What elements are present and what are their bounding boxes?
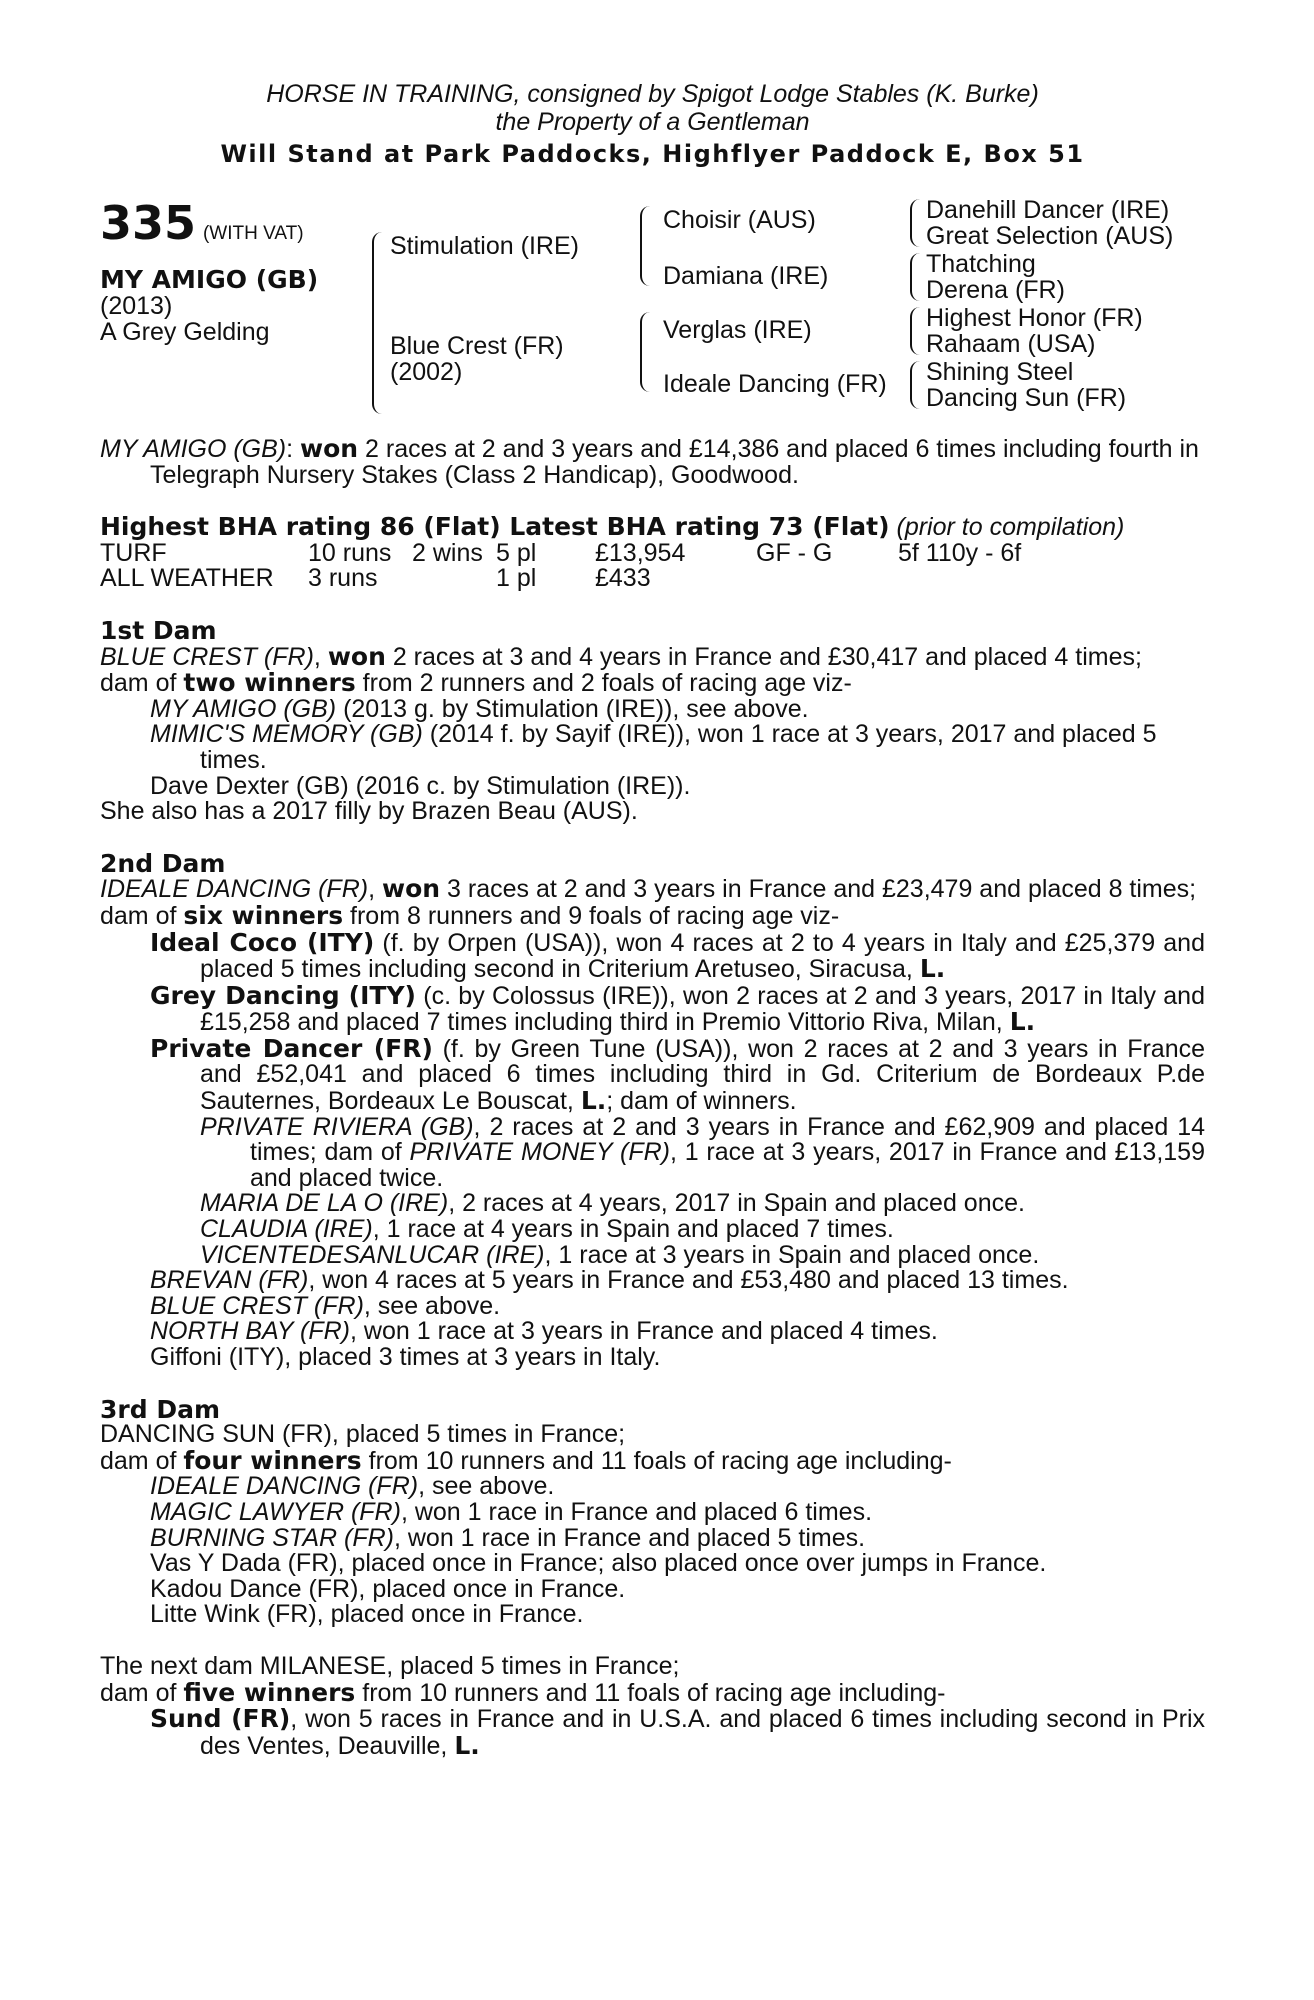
dam-record: The next dam MILANESE, placed 5 times in France; [100, 1651, 680, 1680]
gp3-bracket [910, 307, 920, 355]
dam-dam: Ideale Dancing (FR) [663, 370, 887, 398]
list-item: IDEALE DANCING (FR), see above. [150, 1472, 555, 1501]
also-line: She also has a 2017 filly by Brazen Beau (AUS). [100, 797, 638, 826]
sire-sire-dam: Great Selection (AUS) [926, 222, 1174, 250]
performance-table [100, 538, 1022, 593]
dam-record: BLUE CREST (FR), won 2 races at 3 and 4 years in France and £30,417 and placed 4 times; [100, 641, 1142, 671]
list-item: Litte Wink (FR), placed once in France. [150, 1600, 584, 1629]
list-item: Private Dancer (FR) (f. by Green Tune (USA)), won 2 races at 2 and 3 years in France and £52,041 and placed 6 times including third in Gd. Criterium de Bordeaux P.de Sauternes, Bordeaux Le Bouscat, L.; dam of winners. [150, 1033, 1205, 1116]
sire-dam-dam: Derena (FR) [926, 276, 1065, 304]
list-item: Vas Y Dada (FR), placed once in France; also placed once over jumps in France. [150, 1549, 1047, 1578]
dam-record: DANCING SUN (FR), placed 5 times in France; [100, 1420, 626, 1449]
gp1-bracket [910, 199, 920, 247]
list-item: NORTH BAY (FR), won 1 race at 3 years in France and placed 4 times. [150, 1317, 938, 1346]
foaling-year: (2013) [100, 292, 173, 320]
dam-sire-dam: Rahaam (USA) [926, 330, 1096, 358]
list-item: Grey Dancing (ITY) (c. by Colossus (IRE)), won 2 races at 2 and 3 years, 2017 in Italy and £15,258 and placed 7 times including third in Premio Vittorio Riva, Milan, L. [150, 980, 1205, 1037]
second-dam-section [100, 848, 1205, 1371]
list-item: CLAUDIA (IRE), 1 race at 4 years in Spain and placed 7 times. [200, 1215, 894, 1244]
lot-number-line [100, 196, 304, 250]
list-item: Kadou Dance (FR), placed once in France. [150, 1574, 626, 1603]
dam-sire-sire: Highest Honor (FR) [926, 304, 1143, 332]
list-item: Dave Dexter (GB) (2016 c. by Stimulation (IRE)). [150, 771, 691, 800]
sire: Stimulation (IRE) [390, 232, 579, 260]
dam-sire: Verglas (IRE) [663, 316, 812, 344]
race-summary: MY AMIGO (GB): won 2 races at 2 and 3 years and £14,386 and placed 6 times including fourth in Telegraph Nursery Stakes (Class 2 Handicap), Goodwood. [100, 434, 1199, 489]
section-heading: 1st Dam [100, 615, 217, 645]
property-line: the Property of a Gentleman [495, 108, 810, 136]
horse-description: A Grey Gelding [100, 318, 270, 346]
dam-dam-sire: Shining Steel [926, 358, 1074, 386]
table-row: ALL WEATHER 3 runs 1 pl £433 [100, 564, 651, 593]
pedigree-block [100, 196, 1205, 436]
rating-heading: Highest BHA rating 86 (Flat) Latest BHA rating 73 (Flat) (prior to compilation) [100, 512, 1125, 542]
list-item: BREVAN (FR), won 4 races at 5 years in France and £53,480 and placed 13 times. [150, 1266, 1069, 1295]
sire-parents-bracket [640, 206, 652, 286]
dam: Blue Crest (FR) [390, 332, 564, 360]
section-heading: 2nd Dam [100, 848, 226, 878]
list-item: BURNING STAR (FR), won 1 race in France and placed 5 times. [150, 1523, 866, 1552]
list-item: MIMIC'S MEMORY (GB) (2014 f. by Sayif (IRE)), won 1 race at 3 years, 2017 and placed 5 times. [150, 720, 1157, 774]
rating-section [100, 514, 1205, 592]
catalogue-page [100, 80, 1205, 1759]
sire-sire-sire: Danehill Dancer (IRE) [926, 196, 1170, 224]
list-item: VICENTEDESANLUCAR (IRE), 1 race at 3 years in Spain and placed once. [200, 1240, 1040, 1269]
list-item: Sund (FR), won 5 races in France and in U.S.A. and placed 6 times including second in Prix des Ventes, Deauville, L. [150, 1704, 1205, 1760]
dam-year: (2002) [390, 358, 463, 386]
list-item: Giffoni (ITY), placed 3 times at 3 years in Italy. [150, 1343, 661, 1371]
dam-of-line: dam of six winners from 8 runners and 9 foals of racing age viz- [100, 900, 840, 930]
dam-parents-bracket [640, 312, 652, 392]
lot-number: 335 [100, 196, 197, 250]
dam-dam-dam: Dancing Sun (FR) [926, 384, 1127, 412]
list-item: MARIA DE LA O (IRE), 2 races at 4 years, 2017 in Spain and placed once. [200, 1189, 1025, 1218]
first-dam-section [100, 615, 1205, 826]
dam-of-line: dam of five winners from 10 runners and 11 foals of racing age including- [100, 1677, 946, 1707]
dam-of-line: dam of two winners from 2 runners and 2 foals of racing age viz- [100, 668, 852, 698]
vat-note: (WITH VAT) [202, 223, 304, 244]
table-row: TURF 10 runs 2 wins 5 pl £13,954 GF - G 5f 110y - 6f [100, 538, 1022, 567]
list-item: Ideal Coco (ITY) (f. by Orpen (USA)), won 4 races at 2 to 4 years in Italy and £25,379 and placed 5 times including second in Criterium Aretuseo, Siracusa, L. [150, 927, 1205, 984]
dam-record: IDEALE DANCING (FR), won 3 races at 2 and 3 years in France and £23,479 and placed 8 times; [100, 874, 1197, 904]
list-item: MAGIC LAWYER (FR), won 1 race in France and placed 6 times. [150, 1497, 873, 1526]
list-item: BLUE CREST (FR), see above. [150, 1291, 501, 1320]
sire-dam: Damiana (IRE) [663, 262, 829, 290]
next-dam-section [100, 1651, 1205, 1760]
consignment-line: HORSE IN TRAINING, consigned by Spigot Lodge Stables (K. Burke) [266, 80, 1039, 108]
gp2-bracket [910, 253, 920, 301]
list-item: MY AMIGO (GB) (2013 g. by Stimulation (IRE)), see above. [150, 694, 809, 723]
sire-dam-bracket [372, 232, 386, 414]
gp4-bracket [910, 361, 920, 409]
third-dam-section [100, 1394, 1205, 1629]
stand-location: Will Stand at Park Paddocks, Highflyer Paddock E, Box 51 [220, 140, 1085, 168]
section-heading: 3rd Dam [100, 1394, 220, 1424]
sire-sire: Choisir (AUS) [663, 206, 816, 234]
sire-dam-sire: Thatching [926, 250, 1036, 278]
list-item: PRIVATE RIVIERA (GB), 2 races at 2 and 3 years in France and £62,909 and placed 14 times; dam of PRIVATE MONEY (FR), 1 race at 3 years, 2017 in France and £13,159 and placed twice. [200, 1112, 1205, 1192]
horse-name: MY AMIGO (GB) [100, 265, 319, 294]
dam-of-line: dam of four winners from 10 runners and 11 foals of racing age including- [100, 1445, 952, 1475]
